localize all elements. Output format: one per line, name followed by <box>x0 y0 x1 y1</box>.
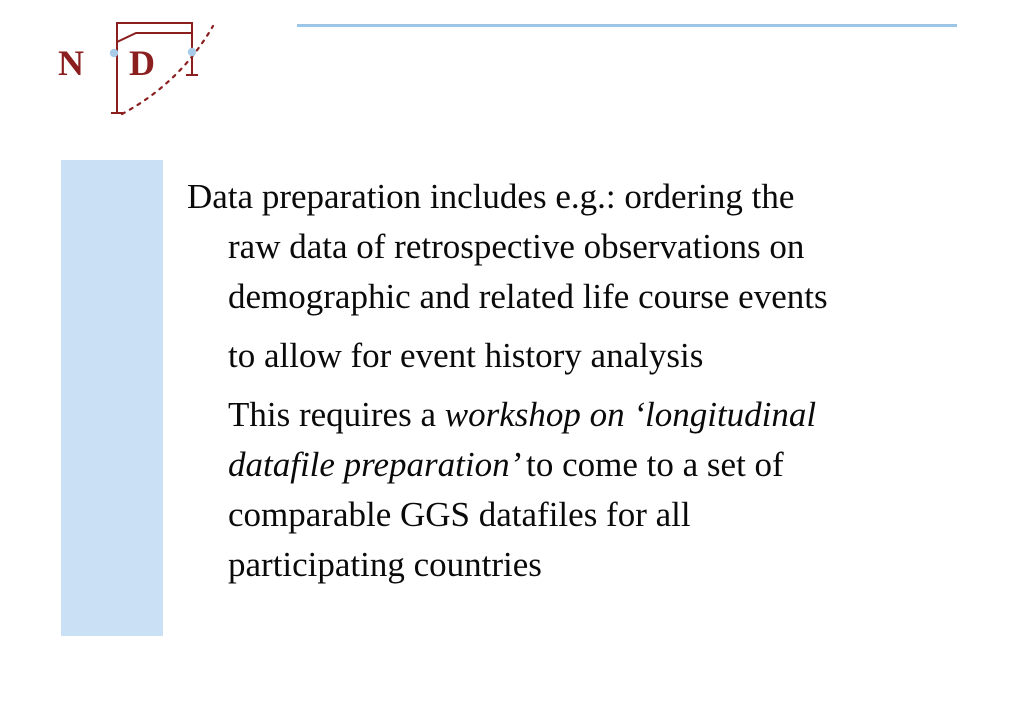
text-segment: to allow for event history analysis <box>228 336 704 375</box>
text-line <box>228 540 977 590</box>
text-line <box>228 390 977 440</box>
accent-sidebar <box>61 160 163 636</box>
text-segment: comparable GGS datafiles for all <box>228 495 691 534</box>
text-segment: to come to a set of <box>526 445 784 484</box>
logo-i-dot-left <box>110 49 118 57</box>
text-segment: This requires a <box>228 395 445 434</box>
logo-inner-line <box>117 33 192 42</box>
text-line <box>228 490 977 540</box>
text-line <box>228 440 977 490</box>
logo-letter-n: N <box>58 43 84 83</box>
nidi-logo <box>50 10 220 122</box>
logo-i-dot-right <box>188 48 196 56</box>
body-text <box>187 172 977 590</box>
text-line <box>187 172 977 222</box>
paragraph <box>187 390 977 590</box>
text-line <box>228 272 977 322</box>
text-segment: raw data of retrospective observations on <box>228 227 805 266</box>
text-segment-italic: workshop on ‘longitudinal <box>444 395 817 434</box>
text-segment: Data preparation includes e.g.: ordering the <box>187 177 795 216</box>
accent-rule <box>297 24 957 27</box>
text-segment: demographic and related life course events <box>228 277 828 316</box>
text-segment-italic: datafile preparation’ <box>228 445 527 484</box>
logo-letter-d: D <box>129 43 155 83</box>
text-segment: participating countries <box>228 545 542 584</box>
paragraph <box>187 331 977 381</box>
text-line <box>228 222 977 272</box>
text-line <box>228 331 977 381</box>
paragraph <box>187 172 977 322</box>
